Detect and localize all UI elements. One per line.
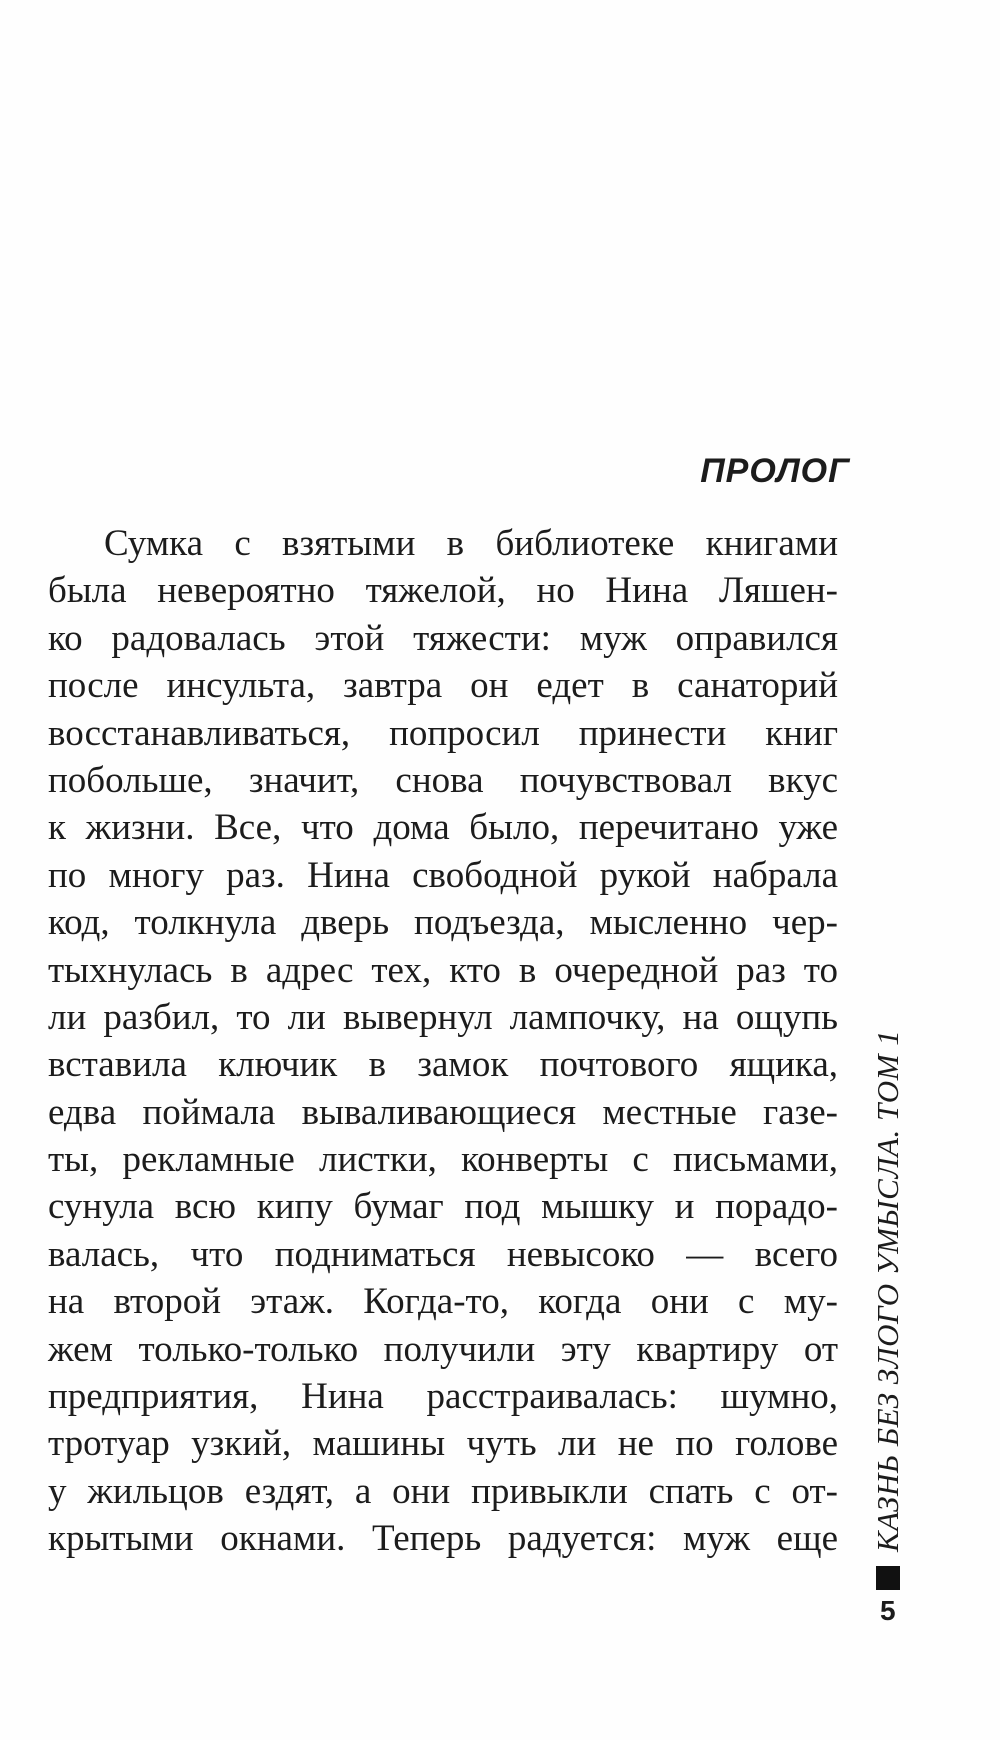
text-line: после инсульта, завтра он едет в санаторий <box>48 665 838 707</box>
text-line: восстанавливаться, попросил принести книг <box>48 712 838 754</box>
text-line: к жизни. Все, что дома было, перечитано уже <box>48 807 838 849</box>
text-line: предприятия, Нина расстраивалась: шумно, <box>48 1376 838 1418</box>
page-number: 5 <box>880 1595 896 1626</box>
text-line: код, толкнула дверь подъезда, мысленно чер- <box>48 902 838 944</box>
square-marker-icon <box>876 1566 900 1590</box>
running-head-title: КАЗНЬ БЕЗ ЗЛОГО УМЫСЛА. ТОМ 1 <box>870 1029 905 1552</box>
text-line: была невероятно тяжелой, но Нина Ляшен- <box>48 570 838 612</box>
chapter-title: ПРОЛОГ <box>700 452 850 490</box>
text-line: валась, что подниматься невысоко — всего <box>48 1233 838 1275</box>
text-line: Сумка с взятыми в библиотеке книгами <box>104 523 838 564</box>
text-line: крытыми окнами. Теперь радуется: муж еще <box>48 1518 838 1560</box>
text-line: у жильцов ездят, а они привыкли спать с от- <box>48 1470 838 1512</box>
text-line: тротуар узкий, машины чуть ли не по голове <box>48 1423 838 1465</box>
text-line: тыхнулась в адрес тех, кто в очередной раз то <box>48 949 838 991</box>
text-line: ко радовалась этой тяжести: муж оправился <box>48 617 838 659</box>
text-line: жем только-только получили эту квартиру от <box>48 1328 838 1370</box>
text-line: ли разбил, то ли вывернул лампочку, на ощупь <box>48 996 838 1038</box>
running-head-content <box>870 1030 906 1590</box>
text-line: побольше, значит, снова почувствовал вкус <box>48 759 838 801</box>
text-line: едва поймала вываливающиеся местные газе- <box>48 1091 838 1133</box>
text-line: ты, рекламные листки, конверты с письмами, <box>48 1139 838 1181</box>
text-line: по многу раз. Нина свободной рукой набрала <box>48 854 838 896</box>
text-line: вставила ключик в замок почтового ящика, <box>48 1044 838 1086</box>
text-line: на второй этаж. Когда-то, когда они с му- <box>48 1281 838 1323</box>
body-text <box>48 520 838 1563</box>
text-line: сунула всю кипу бумаг под мышку и порадо- <box>48 1186 838 1228</box>
